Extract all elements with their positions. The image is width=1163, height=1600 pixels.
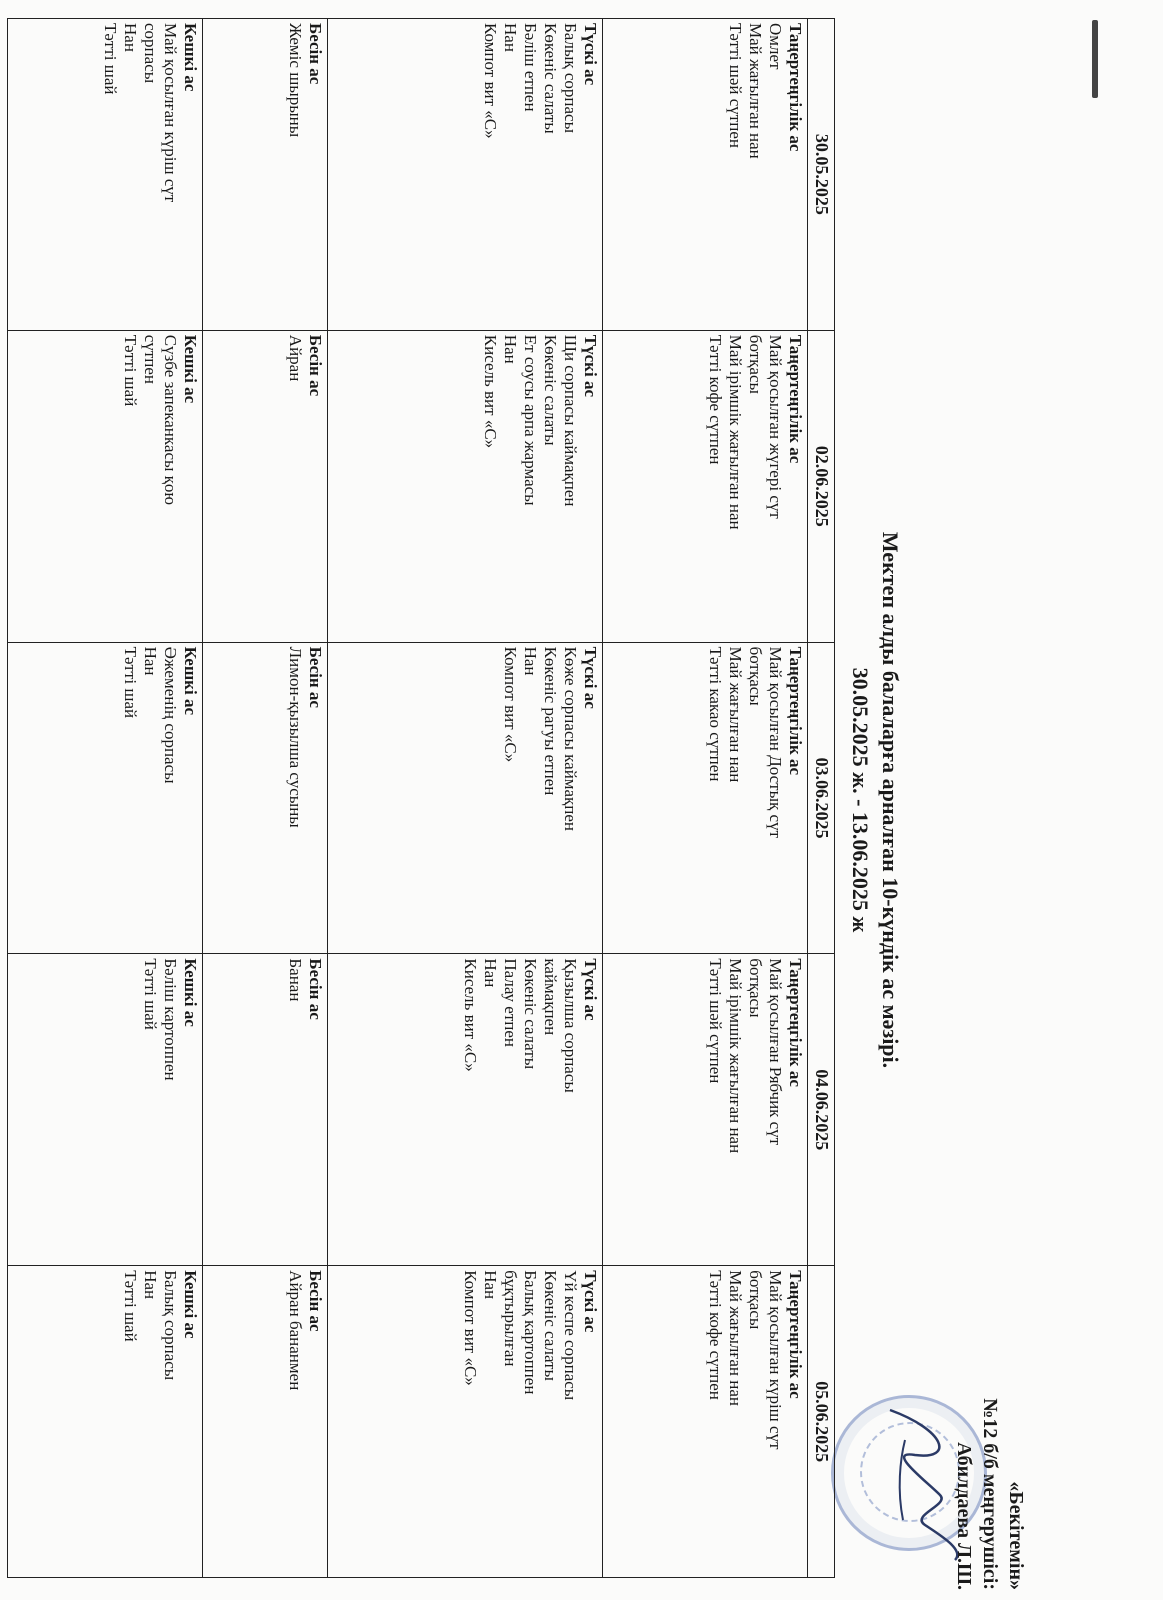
menu-item: Май ірімшік жағылған нан bbox=[726, 958, 745, 1154]
meal-cell bbox=[203, 954, 328, 1266]
menu-item: Щи сорпасы каймақпен bbox=[561, 334, 580, 507]
meal-label: Кешкі ас bbox=[181, 334, 200, 404]
meal-cell bbox=[328, 954, 603, 1266]
menu-item: сүтпен bbox=[141, 334, 160, 385]
menu-item: Әжеменің сорпасы bbox=[161, 646, 180, 784]
meal-label: Таңертеңгілік ас bbox=[786, 646, 805, 776]
meal-cell bbox=[603, 19, 808, 331]
meal-label: Түскі ас bbox=[581, 23, 600, 86]
meal-label: Түскі ас bbox=[581, 1270, 600, 1333]
meal-label: Кешкі ас bbox=[181, 23, 200, 92]
menu-item: сорпасы bbox=[141, 23, 160, 84]
menu-item: Компот вит «С» bbox=[481, 23, 500, 139]
meal-cell bbox=[603, 330, 808, 642]
meal-cell bbox=[603, 642, 808, 954]
menu-item: Нан bbox=[481, 1270, 500, 1300]
approval-line-1: «Бекітемін» bbox=[1005, 1481, 1027, 1590]
meal-label: Таңертеңгілік ас bbox=[786, 958, 805, 1087]
meal-label: Кешкі ас bbox=[181, 646, 200, 715]
date-header: 04.06.2025 bbox=[808, 954, 835, 1266]
menu-item: ботқасы bbox=[746, 646, 765, 706]
meal-cell bbox=[203, 642, 328, 954]
page-title bbox=[845, 0, 905, 1600]
meal-label: Таңертеңгілік ас bbox=[786, 334, 805, 464]
menu-item: ботқасы bbox=[746, 958, 765, 1018]
menu-item: Тәтті шай bbox=[141, 958, 160, 1030]
menu-item: Бәліш етпен bbox=[521, 23, 540, 112]
meal-label: Бесін ас bbox=[306, 23, 325, 85]
meal-cell bbox=[603, 954, 808, 1266]
menu-item: Банан bbox=[286, 958, 305, 1002]
menu-item: Көкеніс салаты bbox=[541, 1270, 560, 1381]
menu-item: Тәтті шәй сүтпен bbox=[706, 958, 725, 1084]
meal-cell bbox=[328, 1266, 603, 1578]
menu-item: Балық картоппен bbox=[521, 1270, 540, 1395]
menu-item: каймақпен bbox=[541, 958, 560, 1036]
title-line-1: Мектеп алды балаларға арналған 10-күндік ас мәзірі. bbox=[878, 531, 903, 1069]
menu-item: Май жағылған нан bbox=[726, 646, 745, 783]
meal-cell bbox=[328, 19, 603, 331]
lunch-row bbox=[328, 19, 603, 1578]
menu-item: Нан bbox=[141, 1270, 160, 1300]
meal-label: Түскі ас bbox=[581, 646, 600, 709]
menu-item: Тәтті шай bbox=[121, 646, 140, 719]
approval-line-2: №12 б/б меңгерушісі: bbox=[979, 1398, 1001, 1590]
menu-item: Көкеніс салаты bbox=[521, 958, 540, 1070]
meal-cell bbox=[8, 330, 203, 642]
menu-item: Ет соусы арпа жармасы bbox=[521, 334, 540, 506]
menu-item: ботқасы bbox=[746, 334, 765, 394]
meal-label: Түскі ас bbox=[581, 334, 600, 397]
menu-item: Май қосылған Достық сүт bbox=[766, 646, 785, 839]
date-header: 03.06.2025 bbox=[808, 642, 835, 954]
menu-item: Кисель вит «С» bbox=[461, 958, 480, 1072]
menu-item: Көже сорпасы каймақпен bbox=[561, 646, 580, 831]
meal-label: Бесін ас bbox=[306, 958, 325, 1020]
menu-item: Қызылша сорпасы bbox=[561, 958, 580, 1093]
meal-label: Кешкі ас bbox=[181, 958, 200, 1027]
menu-item: Айран бананмен bbox=[286, 1270, 305, 1391]
menu-item: Сүзбе запеканкасы қою bbox=[161, 334, 180, 506]
meal-label: Кешкі ас bbox=[181, 1270, 200, 1339]
menu-item: Май жағылған нан bbox=[726, 1270, 745, 1406]
date-header: 02.06.2025 bbox=[808, 330, 835, 642]
menu-item: Тәтті шай bbox=[101, 23, 120, 95]
menu-item: Нан bbox=[501, 334, 520, 364]
meal-label: Бесін ас bbox=[306, 334, 325, 397]
breakfast-row bbox=[603, 19, 808, 1578]
meal-cell bbox=[203, 1266, 328, 1578]
meal-cell bbox=[8, 19, 203, 331]
menu-item: Тәтті какао сүтпен bbox=[706, 646, 725, 782]
title-line-2: 30.05.2025 ж. - 13.06.2025 ж bbox=[848, 667, 873, 933]
menu-item: Көкеніс салаты bbox=[541, 334, 560, 446]
date-header: 05.06.2025 bbox=[808, 1266, 835, 1578]
meal-cell bbox=[203, 330, 328, 642]
menu-item: Май жағылған нан bbox=[746, 23, 765, 159]
menu-item: Кисель вит «С» bbox=[481, 334, 500, 449]
meal-cell bbox=[8, 1266, 203, 1578]
dinner-row bbox=[8, 19, 203, 1578]
menu-item: Көкеніс салаты bbox=[541, 23, 560, 134]
menu-item: Тәтті шәй сүтпен bbox=[726, 23, 745, 148]
date-header: 30.05.2025 bbox=[808, 19, 835, 331]
menu-item: Компот вит «С» bbox=[501, 646, 520, 763]
approval-line-3: Абилдаева Л.Ш. bbox=[953, 1442, 975, 1590]
menu-item: бұқтырылған bbox=[501, 1270, 520, 1367]
menu-item: Нан bbox=[481, 958, 500, 988]
menu-item: Балық сорпасы bbox=[561, 23, 580, 134]
meal-label: Таңертеңгілік ас bbox=[786, 23, 805, 152]
menu-item: ботқасы bbox=[746, 1270, 765, 1330]
meal-cell bbox=[8, 642, 203, 954]
menu-item: Компот вит «С» bbox=[461, 1270, 480, 1386]
menu-item: Тәтті шай bbox=[121, 334, 140, 407]
menu-item: Нан bbox=[501, 23, 520, 52]
meal-cell bbox=[603, 1266, 808, 1578]
menu-item: Тәтті кофе сүтпен bbox=[706, 334, 725, 465]
menu-item: Май қосылған Рябчик сүт bbox=[766, 958, 785, 1146]
meal-label: Бесін ас bbox=[306, 1270, 325, 1332]
meal-cell bbox=[328, 330, 603, 642]
menu-item: Лимон-қызылша сусыны bbox=[286, 646, 305, 828]
meal-cell bbox=[328, 642, 603, 954]
menu-item: Май қосылған күріш сүт bbox=[161, 23, 180, 203]
menu-item: Омлет bbox=[766, 23, 785, 70]
menu-item: Үй кеспе сорпасы bbox=[561, 1270, 580, 1401]
menu-table bbox=[7, 18, 835, 1578]
approval-block bbox=[951, 1390, 1029, 1590]
menu-item: Тәтті кофе сүтпен bbox=[706, 1270, 725, 1400]
menu-item: Нан bbox=[521, 646, 540, 676]
menu-item: Нан bbox=[121, 23, 140, 52]
menu-item: Палау етпен bbox=[501, 958, 520, 1047]
meal-label: Бесін ас bbox=[306, 646, 325, 708]
meal-label: Таңертеңгілік ас bbox=[786, 1270, 805, 1399]
menu-item: Тәтті шай bbox=[121, 1270, 140, 1342]
menu-item: Май қосылған күріш сүт bbox=[766, 1270, 785, 1450]
menu-item: Көкеніс рагуы етпен bbox=[541, 646, 560, 796]
meal-cell bbox=[203, 19, 328, 331]
meal-label: Түскі ас bbox=[581, 958, 600, 1021]
menu-item: Балық сорпасы bbox=[161, 1270, 180, 1381]
menu-item: Бәліш картоппен bbox=[161, 958, 180, 1081]
date-header-row bbox=[808, 19, 835, 1578]
menu-item: Май ірімшік жағылған нан bbox=[726, 334, 745, 530]
meal-cell bbox=[8, 954, 203, 1266]
menu-item: Нан bbox=[141, 646, 160, 676]
snack-row bbox=[203, 19, 328, 1578]
menu-item: Жеміс шырыны bbox=[286, 23, 305, 138]
menu-item: Айран bbox=[286, 334, 305, 382]
menu-item: Май қосылған жүгері сүт bbox=[766, 334, 785, 519]
